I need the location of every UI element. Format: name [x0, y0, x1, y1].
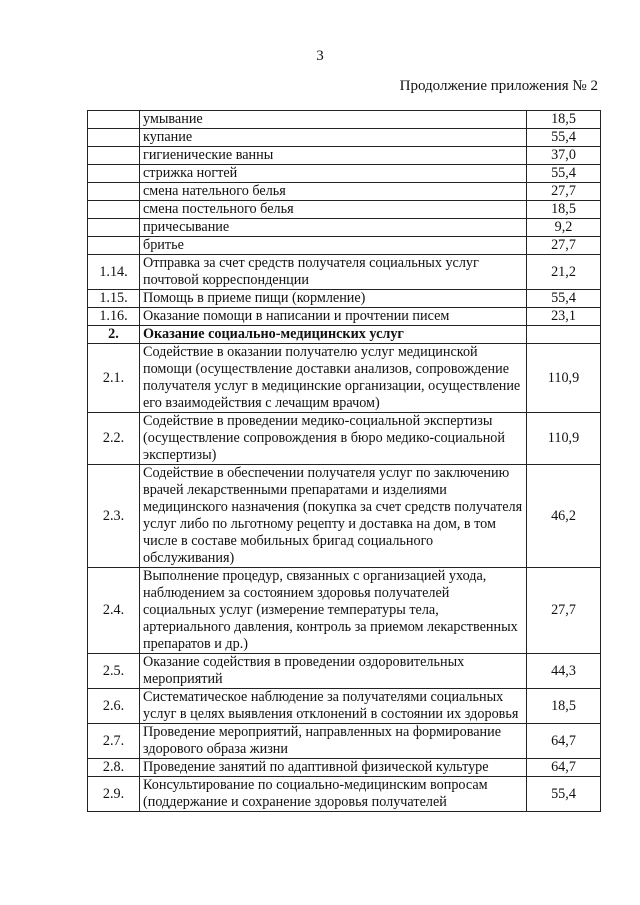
- service-price: 18,5: [527, 689, 601, 724]
- table-row: [88, 654, 601, 689]
- row-number: 2.2.: [88, 413, 140, 465]
- table-row: [88, 777, 601, 812]
- row-number: 2.1.: [88, 344, 140, 413]
- row-number: 2.4.: [88, 568, 140, 654]
- row-number: 2.9.: [88, 777, 140, 812]
- row-number: 2.3.: [88, 465, 140, 568]
- row-number: 2.8.: [88, 759, 140, 777]
- service-name: гигиенические ванны: [140, 147, 527, 165]
- service-price: 64,7: [527, 724, 601, 759]
- row-number: 1.15.: [88, 290, 140, 308]
- section-title: Оказание социально-медицинских услуг: [140, 326, 527, 344]
- table-row: [88, 111, 601, 129]
- row-number: [88, 111, 140, 129]
- service-price: 55,4: [527, 777, 601, 812]
- service-name: Оказание содействия в проведении оздоровительных мероприятий: [140, 654, 527, 689]
- row-number: [88, 237, 140, 255]
- appendix-continuation-note: Продолжение приложения № 2: [399, 78, 598, 94]
- service-name: стрижка ногтей: [140, 165, 527, 183]
- table-row: [88, 465, 601, 568]
- row-number: [88, 129, 140, 147]
- service-name: Систематическое наблюдение за получателями социальных услуг в целях выявления отклонений в состоянии их здоровья: [140, 689, 527, 724]
- service-name: Содействие в проведении медико-социальной экспертизы (осуществление сопровождения в бюро медико-социальной экспертизы): [140, 413, 527, 465]
- service-price: 110,9: [527, 344, 601, 413]
- table-row: [88, 183, 601, 201]
- table-row: [88, 344, 601, 413]
- service-price: 64,7: [527, 759, 601, 777]
- service-name: Выполнение процедур, связанных с организацией ухода, наблюдением за состоянием здоровья получателей социальных услуг (измерение температуры тела, артериального давления, контроль за приемом лекарственных препаратов и др.): [140, 568, 527, 654]
- table-row: [88, 147, 601, 165]
- service-price: 37,0: [527, 147, 601, 165]
- service-name: Оказание помощи в написании и прочтении писем: [140, 308, 527, 326]
- section-header-row: [88, 326, 601, 344]
- row-number: [88, 219, 140, 237]
- service-price: 110,9: [527, 413, 601, 465]
- service-name: Содействие в обеспечении получателя услуг по заключению врачей лекарственными препаратами и изделиями медицинского назначения (покупка за счет средств получателя услуг либо по льготному рецепту и доставка на дом, в том числе в составе мобильных бригад социального обслуживания): [140, 465, 527, 568]
- row-number: [88, 165, 140, 183]
- table-row: [88, 290, 601, 308]
- row-number: 2.7.: [88, 724, 140, 759]
- table-row: [88, 201, 601, 219]
- service-name: Проведение мероприятий, направленных на формирование здорового образа жизни: [140, 724, 527, 759]
- table-row: [88, 413, 601, 465]
- section-number: 2.: [88, 326, 140, 344]
- row-number: 1.14.: [88, 255, 140, 290]
- service-price: 55,4: [527, 165, 601, 183]
- row-number: [88, 147, 140, 165]
- table-row: [88, 689, 601, 724]
- table-row: [88, 759, 601, 777]
- service-price: 46,2: [527, 465, 601, 568]
- table-row: [88, 255, 601, 290]
- service-price: 18,5: [527, 201, 601, 219]
- service-name: смена нательного белья: [140, 183, 527, 201]
- service-name: смена постельного белья: [140, 201, 527, 219]
- service-name: Отправка за счет средств получателя социальных услуг почтовой корреспонденции: [140, 255, 527, 290]
- service-price: 55,4: [527, 290, 601, 308]
- service-name: Консультирование по социально-медицинским вопросам (поддержание и сохранение здоровья получателей: [140, 777, 527, 812]
- service-price: 18,5: [527, 111, 601, 129]
- service-price: 23,1: [527, 308, 601, 326]
- table-row: [88, 165, 601, 183]
- service-name: умывание: [140, 111, 527, 129]
- table-row: [88, 724, 601, 759]
- service-name: купание: [140, 129, 527, 147]
- service-price: 27,7: [527, 568, 601, 654]
- service-price: [527, 326, 601, 344]
- service-name: Помощь в приеме пищи (кормление): [140, 290, 527, 308]
- row-number: [88, 183, 140, 201]
- service-price: 55,4: [527, 129, 601, 147]
- service-price: 27,7: [527, 237, 601, 255]
- table-row: [88, 568, 601, 654]
- table-row: [88, 237, 601, 255]
- table-row: [88, 219, 601, 237]
- service-name: Содействие в оказании получателю услуг медицинской помощи (осуществление доставки анализов, сопровождение получателя услуг в медицинские организации, осуществление его взаимодействия с лечащим врачом): [140, 344, 527, 413]
- service-name: Проведение занятий по адаптивной физической культуре: [140, 759, 527, 777]
- service-price: 44,3: [527, 654, 601, 689]
- service-price: 27,7: [527, 183, 601, 201]
- row-number: [88, 201, 140, 219]
- services-price-table: [87, 110, 601, 812]
- row-number: 2.5.: [88, 654, 140, 689]
- service-name: причесывание: [140, 219, 527, 237]
- table-row: [88, 129, 601, 147]
- row-number: 2.6.: [88, 689, 140, 724]
- page-number: 3: [316, 48, 324, 64]
- service-price: 9,2: [527, 219, 601, 237]
- service-name: бритье: [140, 237, 527, 255]
- table-row: [88, 308, 601, 326]
- service-price: 21,2: [527, 255, 601, 290]
- row-number: 1.16.: [88, 308, 140, 326]
